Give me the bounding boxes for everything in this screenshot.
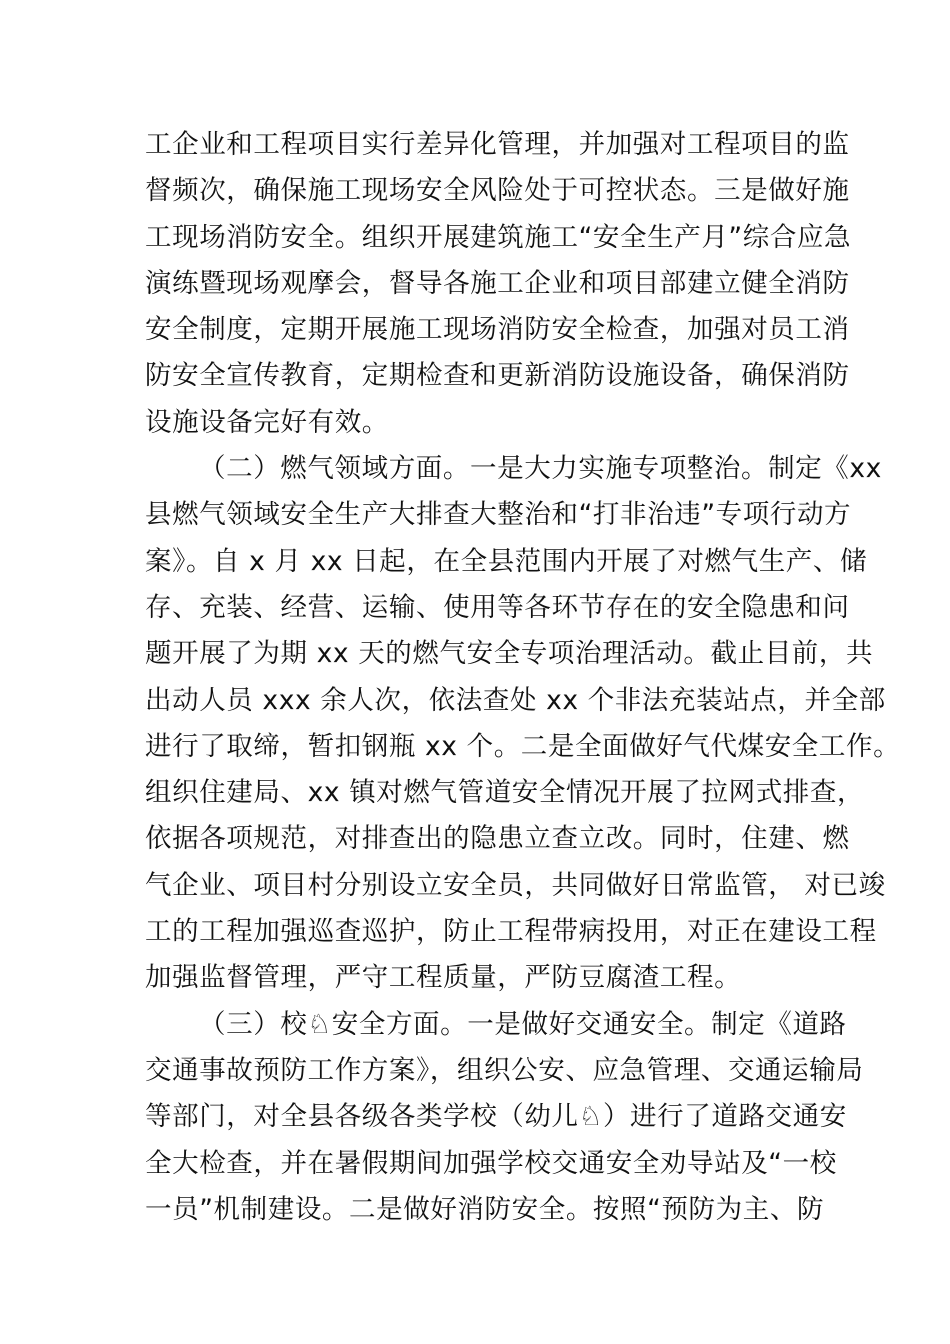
- text-line: 工现场消防安全。组织开展建筑施工“安全生产月”综合应急: [145, 221, 852, 253]
- text-line: 交通事故预防工作方案》，组织公安、应急管理、交通运输局: [145, 1054, 864, 1086]
- text-line: 案》。自 x 月 xx 日起，在全县范围内开展了对燃气生产、储: [145, 545, 868, 577]
- text-line: 组织住建局、xx 镇对燃气管道安全情况开展了拉网式排查，: [145, 777, 865, 809]
- text-line: （二）燃气领域方面。一是大力实施专项整治。制定《xx: [199, 453, 882, 485]
- text-line: 气企业、项目村分别设立安全员，共同做好日常监管， 对已竣: [145, 869, 886, 901]
- body-text: [145, 122, 901, 1233]
- text-line: 防安全宣传教育，定期检查和更新消防设施设备，确保消防: [145, 360, 850, 392]
- text-line: 工的工程加强巡查巡护，防止工程带病投用，对正在建设工程: [145, 916, 877, 948]
- text-line: 工企业和工程项目实行差异化管理，并加强对工程项目的监: [145, 129, 850, 160]
- text-line: 题开展了为期 xx 天的燃气安全专项治理活动。截止目前，共: [145, 638, 874, 670]
- text-line: 存、充装、经营、运输、使用等各环节存在的安全隐患和问: [145, 591, 850, 623]
- paragraph-campus-safety: [145, 1002, 864, 1233]
- text-line: 一员”机制建设。二是做好消防安全。按照“预防为主、防: [145, 1193, 825, 1225]
- text-line: 全大检查，并在暑假期间加强学校交通安全劝导站及“一校: [145, 1147, 837, 1179]
- text-line: 进行了取缔，暂扣钢瓶 xx 个。二是全面做好气代煤安全工作。: [145, 730, 901, 762]
- text-line: 出动人员 xxx 余人次，依法查处 xx 个非法充装站点，并全部: [145, 684, 886, 716]
- text-line: 督频次，确保施工现场安全风险处于可控状态。三是做好施: [145, 175, 850, 207]
- paragraph-gas-safety: [145, 446, 901, 1002]
- text-line: 依据各项规范，对排查出的隐患立查立改。同时，住建、燃: [145, 823, 850, 855]
- paragraph-construction-safety: [145, 122, 852, 446]
- text-line: 加强监督管理，严守工程质量，严防豆腐渣工程。: [145, 962, 742, 994]
- text-line: （三）校♘安全方面。一是做好交通安全。制定《道路: [199, 1008, 847, 1040]
- text-line: 安全制度，定期开展施工现场消防安全检查，加强对员工消: [145, 314, 850, 346]
- text-line: 等部门，对全县各级各类学校（幼儿♘）进行了道路交通安: [145, 1101, 847, 1133]
- text-line: 设施设备完好有效。: [145, 406, 389, 438]
- text-line: 演练暨现场观摩会，督导各施工企业和项目部建立健全消防: [145, 267, 850, 299]
- text-line: 县燃气领域安全生产大排查大整治和“打非治违”专项行动方: [145, 499, 852, 531]
